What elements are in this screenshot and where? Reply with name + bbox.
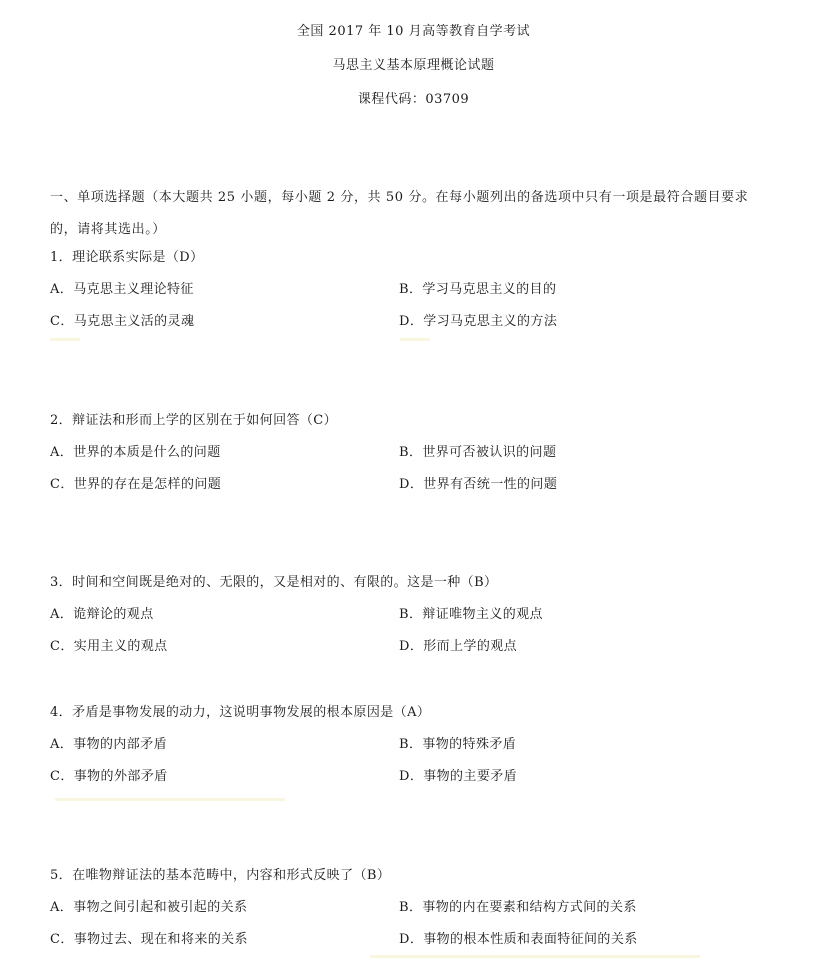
question-stem: 2．辩证法和形而上学的区别在于如何回答（C） (50, 413, 338, 428)
option-a: A．诡辩论的观点 (50, 607, 154, 622)
question-1 (50, 247, 780, 343)
scan-artifact (55, 798, 285, 801)
option-d: D．形而上学的观点 (399, 639, 518, 654)
instructions-line-1: 一、单项选择题（本大题共 25 小题，每小题 2 分，共 50 分。在每小题列出的备选项中只有一项是最符合题目要求 (50, 190, 749, 205)
option-c: C．世界的存在是怎样的问题 (50, 477, 222, 492)
question-stem: 1．理论联系实际是（D） (50, 250, 204, 265)
option-a: A．事物的内部矛盾 (50, 737, 167, 752)
option-row (50, 766, 780, 798)
course-code: 课程代码：03709 (357, 92, 470, 107)
option-b: B．辩证唯物主义的观点 (399, 607, 543, 622)
option-row (50, 474, 780, 506)
scan-artifact (400, 338, 430, 341)
question-stem: 4．矛盾是事物发展的动力，这说明事物发展的根本原因是（A） (50, 705, 431, 720)
subject-title: 马思主义基本原理概论试题 (332, 58, 495, 73)
option-row (50, 279, 780, 311)
option-row (50, 897, 780, 929)
option-row (50, 734, 780, 766)
instructions-line-2: 的，请将其选出。） (50, 222, 166, 237)
option-b: B．事物的特殊矛盾 (399, 737, 517, 752)
option-a: A．世界的本质是什么的问题 (50, 445, 221, 460)
option-a: A．马克思主义理论特征 (50, 282, 194, 297)
option-c: C．事物过去、现在和将来的关系 (50, 932, 248, 947)
option-b: B．世界可否被认识的问题 (399, 445, 557, 460)
option-c: C．事物的外部矛盾 (50, 769, 168, 784)
option-b: B．学习马克思主义的目的 (399, 282, 557, 297)
question-4 (50, 702, 780, 798)
option-c: C．马克思主义活的灵魂 (50, 314, 195, 329)
option-row (50, 604, 780, 636)
question-3 (50, 572, 780, 668)
option-d: D．事物的根本性质和表面特征间的关系 (399, 932, 638, 947)
option-d: D．事物的主要矛盾 (399, 769, 518, 784)
scan-artifact (370, 955, 700, 958)
option-row (50, 442, 780, 474)
question-5 (50, 865, 780, 961)
question-2 (50, 410, 780, 506)
question-stem: 5．在唯物辩证法的基本范畴中，内容和形式反映了（B） (50, 868, 391, 883)
option-row (50, 636, 780, 668)
option-c: C．实用主义的观点 (50, 639, 168, 654)
exam-title: 全国 2017 年 10 月高等教育自学考试 (296, 24, 531, 39)
option-b: B．事物的内在要素和结构方式间的关系 (399, 900, 637, 915)
scan-artifact (50, 338, 80, 341)
section-instructions (50, 182, 780, 246)
option-d: D．世界有否统一性的问题 (399, 477, 558, 492)
question-stem: 3．时间和空间既是绝对的、无限的，又是相对的、有限的。这是一种（B） (50, 575, 498, 590)
option-d: D．学习马克思主义的方法 (399, 314, 558, 329)
option-a: A．事物之间引起和被引起的关系 (50, 900, 248, 915)
